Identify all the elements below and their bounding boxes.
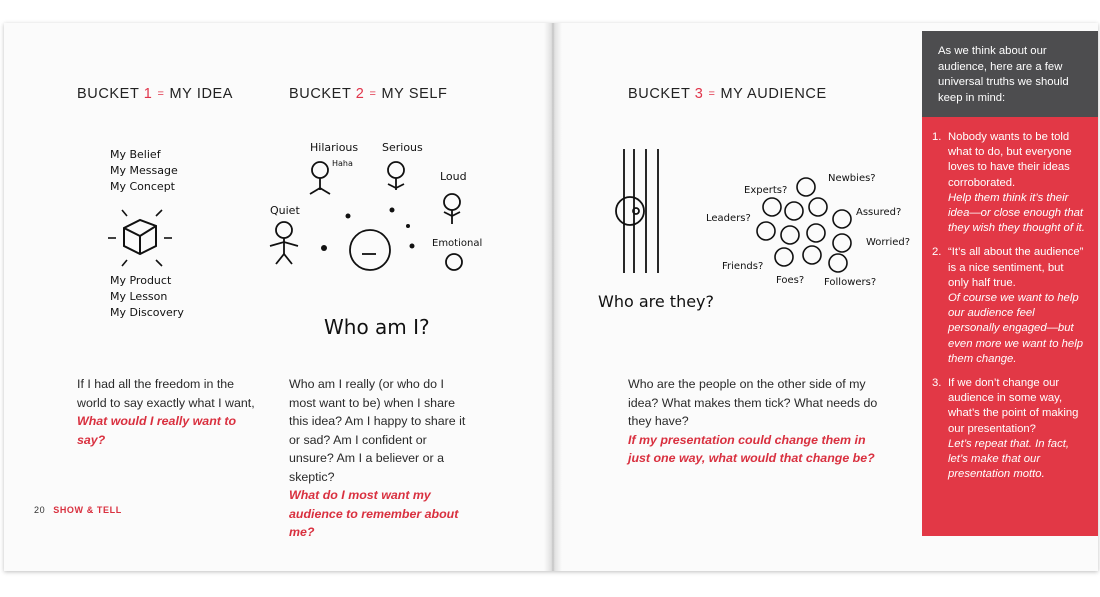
audience-label-followers: Followers?: [824, 277, 877, 288]
audience-label-worried: Worried?: [866, 237, 911, 248]
truths-list: [922, 117, 1098, 482]
page-number: 20: [34, 505, 46, 515]
self-sketch: [262, 138, 492, 348]
bucket-1-label: BUCKET: [77, 86, 140, 102]
bucket-2-heading: [289, 86, 447, 102]
self-caption: Who am I?: [324, 315, 430, 339]
idea-label-lesson: My Lesson: [110, 290, 168, 303]
equals-sign: =: [369, 88, 377, 100]
idea-label-discovery: My Discovery: [110, 306, 184, 319]
self-label-hilarious: Hilarious: [310, 141, 359, 154]
bucket-3-question: If my presentation could change them in just one way, what would that change be?: [628, 432, 875, 465]
bucket-3-text: [628, 375, 883, 468]
bucket-2-question: What do I most want my audience to remember about me?: [289, 488, 459, 539]
sidebar-intro: As we think about our audience, here are a few universal truths we should keep in mind:: [938, 45, 1069, 104]
page-footer: [34, 505, 122, 515]
self-label-emotional: Emotional: [432, 238, 483, 249]
audience-label-assured: Assured?: [856, 207, 902, 218]
audience-label-leaders: Leaders?: [706, 213, 751, 224]
audience-caption: Who are they?: [598, 292, 715, 311]
bucket-1-name: MY IDEA: [169, 86, 234, 102]
idea-label-message: My Message: [110, 164, 178, 177]
audience-label-experts: Experts?: [744, 185, 788, 196]
self-label-loud: Loud: [440, 170, 467, 183]
idea-label-concept: My Concept: [110, 180, 175, 193]
idea-label-product: My Product: [110, 274, 172, 287]
bucket-2-text: [289, 375, 474, 542]
truth-italic: Of course we want to help our audience feel personally engaged—but even more we want to help them change.: [948, 292, 1084, 365]
truth-item: [932, 130, 1086, 236]
bucket-2-body: Who am I really (or who do I most want to be) when I share this idea? Am I happy to share it or sad? Am I confident or unsure? Am I a believer or a skeptic?: [289, 377, 466, 484]
bucket-2-label: BUCKET: [289, 86, 352, 102]
truth-number: 1.: [932, 131, 942, 143]
bucket-3-body: Who are the people on the other side of my idea? What makes them tick? What needs do they have?: [628, 377, 878, 428]
equals-sign: =: [708, 88, 716, 100]
idea-label-belief: My Belief: [110, 148, 161, 161]
audience-label-friends: Friends?: [722, 261, 764, 272]
cube-icon: [124, 220, 156, 254]
self-label-quiet: Quiet: [270, 204, 300, 217]
self-label-haha: Haha: [332, 159, 353, 168]
truth-text: Nobody wants to be told what to do, but everyone loves to have their ideas corroborated.: [948, 131, 1072, 189]
curtain-icon: [616, 149, 658, 273]
bucket-3-number: 3: [694, 86, 704, 102]
audience-sketch: [596, 145, 916, 335]
bucket-1-text: [77, 375, 257, 449]
bucket-1-heading: [77, 86, 233, 102]
book-gutter: [544, 23, 562, 571]
truth-number: 3.: [932, 377, 942, 390]
bucket-3-label: BUCKET: [628, 86, 691, 102]
bucket-3-heading: [628, 86, 827, 102]
sidebar-truths-box: [922, 117, 1098, 536]
truth-item: [932, 245, 1086, 367]
audience-label-foes: Foes?: [776, 275, 805, 286]
book-title: SHOW & TELL: [53, 505, 122, 515]
bucket-1-body: If I had all the freedom in the world to say exactly what I want,: [77, 377, 255, 410]
bucket-1-number: 1: [143, 86, 153, 102]
truth-item: [932, 376, 1086, 482]
self-label-serious: Serious: [382, 141, 423, 154]
truth-text: “It’s all about the audience” is a nice sentiment, but only half true.: [948, 246, 1084, 289]
bucket-2-number: 2: [355, 86, 365, 102]
truth-text: If we don’t change our audience in some way, what’s the point of making our presentation?: [948, 377, 1079, 435]
audience-label-newbies: Newbies?: [828, 173, 876, 184]
bucket-1-question: What would I really want to say?: [77, 414, 237, 447]
equals-sign: =: [157, 88, 165, 100]
bucket-3-name: MY AUDIENCE: [720, 86, 827, 102]
sidebar-intro-box: [922, 31, 1098, 117]
idea-sketch: [100, 140, 210, 330]
bucket-2-name: MY SELF: [381, 86, 448, 102]
truth-number: 2.: [932, 246, 942, 259]
truth-italic: Help them think it’s their idea—or close enough that they wish they thought of it.: [948, 191, 1085, 235]
truth-italic: Let’s repeat that. In fact, let’s make that our presentation motto.: [948, 437, 1069, 481]
